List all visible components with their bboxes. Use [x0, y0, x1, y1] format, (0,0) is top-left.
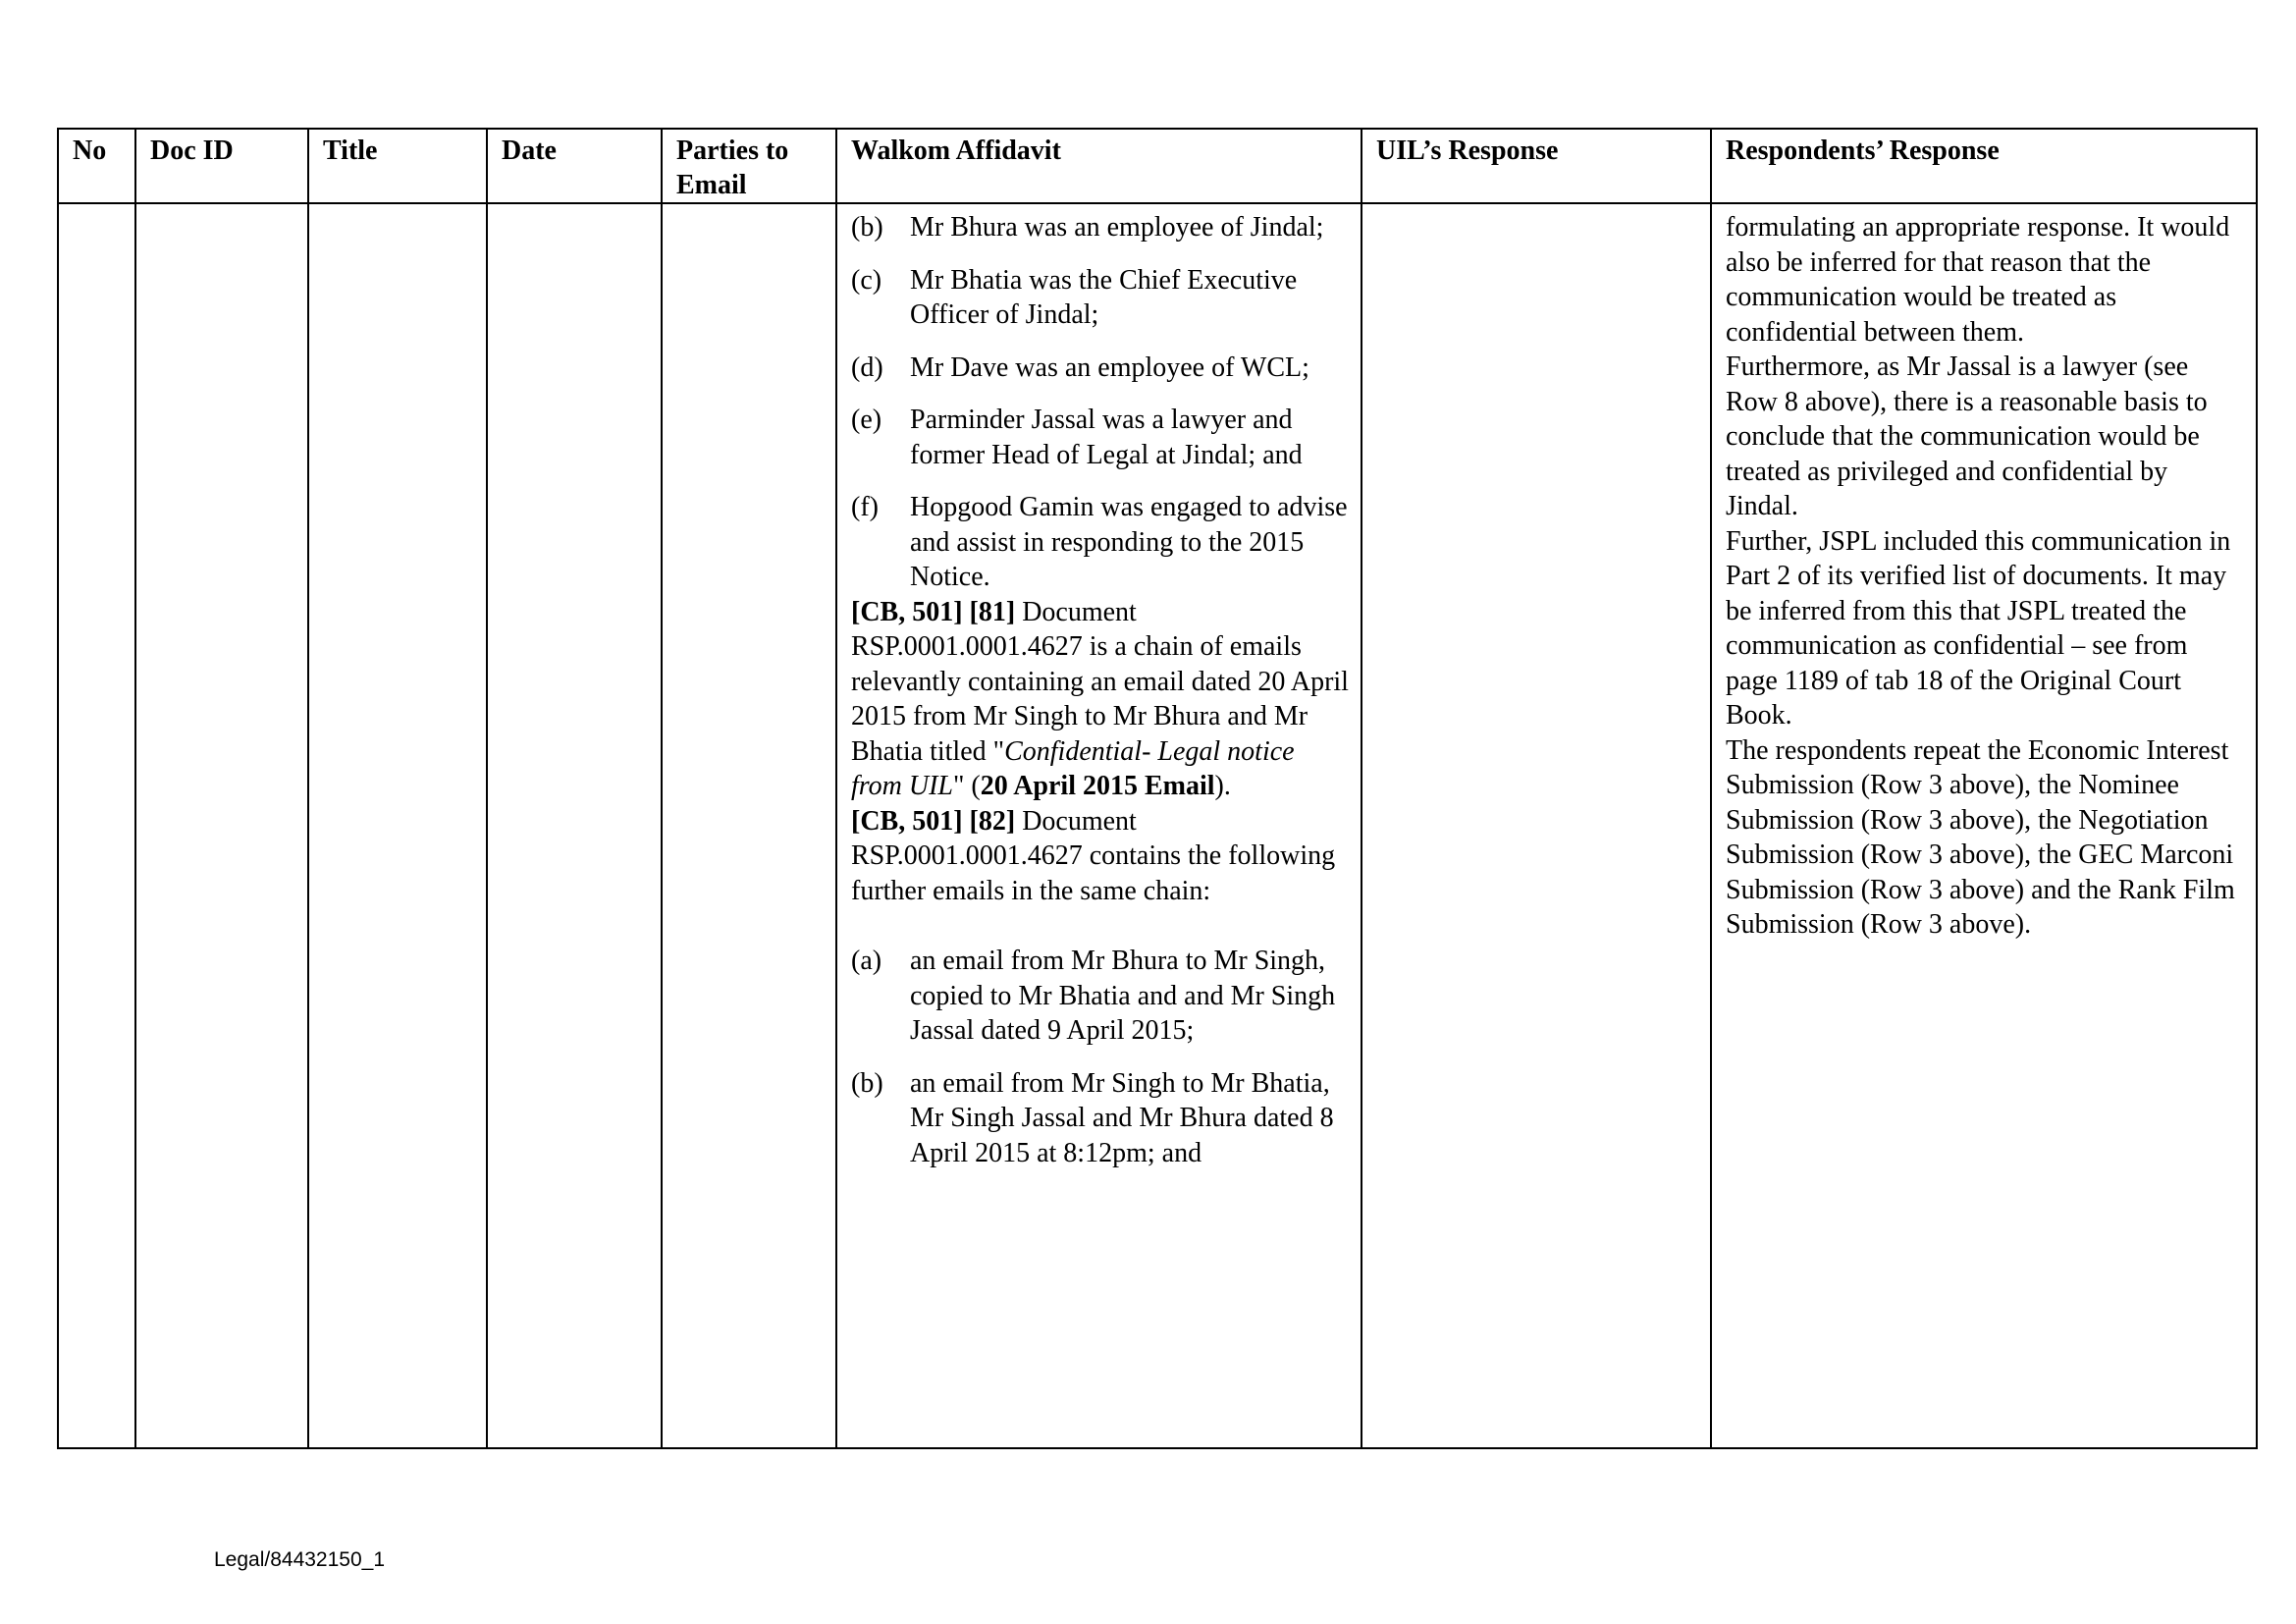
- list-item: [851, 490, 1349, 595]
- item-text: an email from Mr Singh to Mr Bhatia, Mr Singh Jassal and Mr Bhura dated 8 April 2015 at 8:12pm; and: [910, 1067, 1334, 1168]
- header-uil: UIL’s Response: [1362, 129, 1711, 203]
- item-label: (e): [851, 405, 882, 435]
- header-row: [58, 129, 2257, 203]
- paragraph-text: " (: [952, 771, 981, 801]
- item-text: Hopgood Gamin was engaged to advise and assist in responding to the 2015 Notice.: [910, 492, 1348, 592]
- cell-respondents: [1711, 203, 2257, 1448]
- item-label: (f): [851, 492, 879, 522]
- cell-walkom: [836, 203, 1362, 1448]
- list-item: [851, 403, 1349, 472]
- item-label: (b): [851, 212, 883, 243]
- item-label: (c): [851, 264, 882, 296]
- respondents-paragraph: Furthermore, as Mr Jassal is a lawyer (see Row 8 above), there is a reasonable basis to conclude that the communication would be treated as privileged and confidential by Jindal.: [1726, 352, 2208, 521]
- list-item: [851, 351, 1349, 386]
- cell-date: [487, 203, 662, 1448]
- item-label: (d): [851, 352, 883, 383]
- list-item: [851, 944, 1349, 1049]
- header-respondents: Respondents’ Response: [1711, 129, 2257, 203]
- item-label: (a): [851, 946, 882, 976]
- header-parties: Parties to Email: [662, 129, 836, 203]
- header-title: Title: [308, 129, 487, 203]
- cell-doc-id: [135, 203, 308, 1448]
- paragraph-81: [851, 595, 1349, 804]
- respondents-paragraph: Further, JSPL included this communication in Part 2 of its verified list of documents. It may be inferred from this that JSPL treated the communication as confidential – see from page 1189 of tab 18 of the Original Court Book.: [1726, 525, 2231, 731]
- header-date: Date: [487, 129, 662, 203]
- list-item: [851, 263, 1349, 333]
- item-text: an email from Mr Bhura to Mr Singh, copied to Mr Bhatia and and Mr Singh Jassal dated 9 April 2015;: [910, 946, 1336, 1046]
- respondents-paragraph: The respondents repeat the Economic Interest Submission (Row 3 above), the Nominee Submission (Row 3 above), the Negotiation Submission (Row 3 above), the GEC Marconi Submission (Row 3 above) and the Rank Film Submission (Row 3 above).: [1726, 734, 2235, 940]
- cell-parties: [662, 203, 836, 1448]
- paragraph-text: Document RSP.0001.0001.4627 contains the following further emails in the same chain:: [851, 805, 1336, 906]
- paragraph-ref: [CB, 501] [82]: [851, 805, 1016, 837]
- item-label: (b): [851, 1067, 883, 1099]
- schedule-table: [57, 128, 2258, 1449]
- cell-uil: [1362, 203, 1711, 1448]
- header-walkom: Walkom Affidavit: [836, 129, 1362, 203]
- paragraph-82: [851, 804, 1349, 909]
- paragraph-text: ).: [1214, 771, 1231, 801]
- item-text: Mr Bhatia was the Chief Executive Officer of Jindal;: [910, 264, 1298, 330]
- cell-title: [308, 203, 487, 1448]
- email-title: Confidential- Legal notice from UIL: [851, 735, 1295, 801]
- defined-term: 20 April 2015 Email: [980, 771, 1215, 801]
- table-row: [58, 203, 2257, 1448]
- list-item: [851, 1066, 1349, 1171]
- item-text: Mr Bhura was an employee of Jindal;: [910, 212, 1324, 243]
- paragraph-ref: [CB, 501] [81]: [851, 596, 1016, 627]
- header-doc-id: Doc ID: [135, 129, 308, 203]
- item-text: Mr Dave was an employee of WCL;: [910, 352, 1309, 383]
- cell-no: [58, 203, 135, 1448]
- paragraph-text: Document RSP.0001.0001.4627 is a chain of emails relevantly containing an email dated 20 April 2015 from Mr Singh to Mr Bhura and Mr Bhatia titled ": [851, 596, 1349, 767]
- document-reference: Legal/84432150_1: [214, 1548, 386, 1571]
- respondents-paragraph: formulating an appropriate response. It would also be inferred for that reason that the communication would be treated as confidential between them.: [1726, 212, 2230, 348]
- list-item: [851, 210, 1349, 245]
- item-text: Parminder Jassal was a lawyer and former Head of Legal at Jindal; and: [910, 405, 1303, 470]
- header-no: No: [58, 129, 135, 203]
